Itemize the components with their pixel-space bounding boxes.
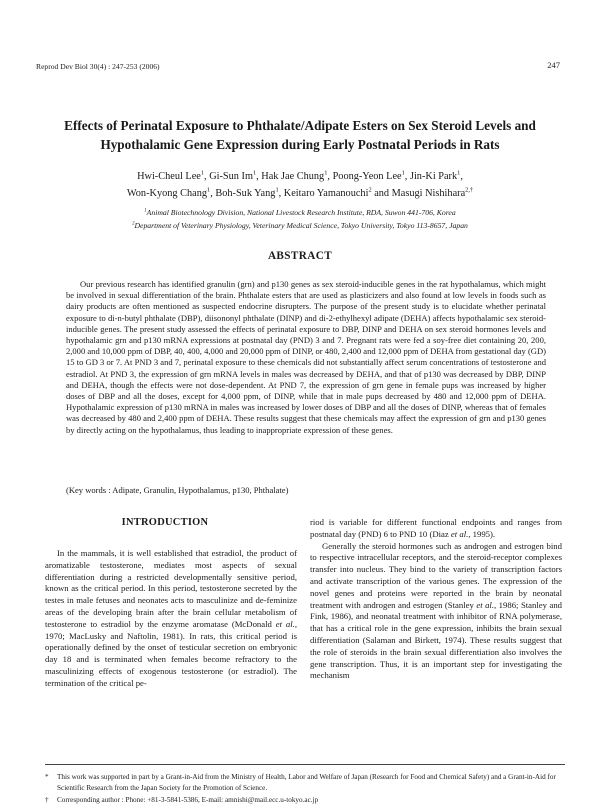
author-separator: , [404,171,410,182]
author-affiliation-mark: 1 [401,169,405,177]
author-affiliation-mark: 1 [324,169,328,177]
column-right [310,517,562,682]
author-affiliation-mark: 1 [457,169,461,177]
footnote-mark: * [45,773,49,781]
italic-etal: et al. [450,528,469,539]
italic-etal: et al. [275,618,295,629]
journal-reference: Reprod Dev Biol 30(4) : 247-253 (2006) [36,62,160,71]
author-affiliation-mark: 2 [368,186,372,194]
text-run: , 1995). [468,528,496,539]
author-affiliation-mark: 1 [200,169,205,177]
author-separator: , [327,171,333,182]
paper-title [40,116,560,154]
author-separator: , [278,188,284,199]
footnote-funding [45,772,565,795]
title-line-1: Effects of Perinatal Exposure to Phthalate/Adipate Esters on Sex Steroid Levels and [64,118,536,133]
author-line-2 [40,185,560,202]
footnote-mark: † [45,795,49,804]
author-conjunction: and [371,188,392,199]
keywords: (Key words : Adipate, Granulin, Hypothalamus, p130, Phthalate) [66,485,289,495]
author-name: Boh-Suk Yang [215,188,276,199]
abstract-body [66,279,546,436]
author-name: Won-Kyong Chang [126,188,207,199]
affiliation-mark: 2 [132,220,135,226]
paragraph [310,517,562,541]
footnote-divider [45,764,565,765]
author-separator: , [460,171,463,182]
author-affiliation-mark: 1 [252,169,257,177]
text-run: , 1986; Stanley and Fink, 1986), and neonatal treatment with inhibitor of RNA polymerase, that has a critical role in the gene expression, inhibits the brain sexual differentiation (Salaman and Birkett, 1974). These results suggest that the role of steroids in the brain sexual differentiation also involves the gene transcription. Thus, it is an important step for investigating the mechanism [310,599,563,681]
author-affiliation-mark: 1 [207,186,211,194]
footnote-text: Corresponding author : Phone: +81-3-5841-5386, E-mail: amnishi@mail.ecc.u-tokyo.ac.jp [57,795,319,804]
author-name: Keitaro Yamanouchi [283,188,369,199]
author-affiliation-mark: 2,† [465,186,474,194]
affiliation-text: Animal Biotechnology Division, National Livestock Research Institute, RDA, Suwon 441-706, Korea [146,208,456,217]
author-separator: , [210,188,216,199]
text-run: riod is variable for different functional endpoints and ranges from postnatal day (PND) 6 to PND 10 (Diaz [310,517,562,539]
introduction-heading: INTRODUCTION [121,517,209,528]
author-name: Hak Jae Chung [261,171,325,182]
author-separator: , [256,171,262,182]
paragraph [310,541,562,683]
affiliation-2 [40,220,560,233]
author-name: Gi-Sun Im [209,171,253,182]
author-list [40,168,560,202]
footnote-corresponding [45,795,565,806]
author-separator: , [204,171,210,182]
paragraph [45,548,297,690]
author-name: Jin-Ki Park [409,171,458,182]
footnotes [45,772,565,806]
affiliation-mark: 1 [144,208,147,214]
author-name: Hwi-Cheul Lee [137,171,201,182]
footnote-text: This work was supported in part by a Grant-in-Aid from the Ministry of Health, Labor and Welfare of Japan (Research for Food and Chemical Safety) and a Grant-in-Aid for Scientific Research from the Japan Society for the Promotion of Science. [57,773,556,793]
author-name: Poong-Yeon Lee [332,171,402,182]
affiliations [40,207,560,232]
title-line-2: Hypothalamic Gene Expression during Early Postnatal Periods in Rats [100,137,500,152]
affiliation-1 [40,207,560,220]
page-number: 247 [547,60,560,70]
author-affiliation-mark: 1 [275,186,279,194]
abstract-text: Our previous research has identified granulin (grn) and p130 genes as sex steroid-inducible genes in the rat hypothalamus, which might be involved in sexual differentiation of the brain. Phthalate esters that are used as plasticizers and also found at low levels in foods such as dairy products are often mentioned as suspected endocrine disrupters. The purpose of the present study is to elucidate whether perinatal exposure to di-n-butyl phthalate (DBP), diisononyl phthalate (DINP) and di-2-ethylhexyl adipate (DEHA) affects hypothalamic sex steroid-inducible genes. The present study assessed the effects of perinatal exposure to DBP, DINP and DEHA on sex steroid hormones levels and hypothalamic grn and p130 mRNA expressions at postnatal day (PND) 3 and 7. Pregnant rats were fed a soy-free diet containing 20, 200, 2,000 and 10,000 ppm of DBP, 40, 400, 4,000 and 20,000 ppm of DINP, or 480, 2,400 and 12,000 ppm of DEHA from gestational day (GD) 15 to GD 3 or 7. At PND 3 and 7, perinatal exposure to these chemicals did not substantially affect serum concentrations of testosterone and estradiol. At PND 3, the expression of grn mRNA levels in males was decreased by DEHA, and that of p130 was decreased by DBP, DINP and DEHA, though the effects were not dose-dependent. At PND 7, the expression of grn gene in female pups was increased by higher doses of DBP and all the doses, except for 4,000 ppm, of DINP, while that in male pups decreased by 480 and 12,000 ppm of DEHA. Hypothalamic expression of p130 mRNA in males was increased by lower doses of DBP and all the doses of DINP, whereas that of females was decreased by 480 and 2,400 ppm of DEHA. These results suggest that these chemicals may affect the expression of grn and p130 genes by directly acting on the hypothalamus, thus leading to inappropriate expression of these genes. [66,279,546,435]
text-run: In the mammals, it is well established that estradiol, the product of aromatizable testosterone, mediates most aspects of sexual differentiation during a restricted developmentally sensitive period, known as the critical period. In this period, testosterone secreted by the testes in male fetuses and neonates acts to masculinize and de-feminize areas of the developing brain after the brain cellular metabolism of testosterone to estradiol by the enzyme aromatase (McDonald [45,548,297,629]
author-name: Masugi Nishihara [391,188,466,199]
italic-etal: et al. [476,599,495,610]
text-run: Generally the steroid hormones such as androgen and estrogen bind to respective intracellular receptors, and the steroid-receptor complexes transfer into nucleus. They bind to the variety of transcription factors and activate transcription of the various genes. The expression of the novel genes and proteins were reported in the brain by neonatal treatment with androgen and estrogen (Stanley [310,540,562,610]
column-left [45,548,297,690]
affiliation-text: Department of Veterinary Physiology, Veterinary Medical Science, Tokyo University, Tokyo 113-8657, Japan [134,220,468,230]
text-run: , 1970; MacLusky and Naftolin, 1981). In rats, this critical period is operationally defined by the onset of testicular secretion on embryonic day 18 and is terminated when females become refractory to the masculinizing effects of exogenous testosterone (or estradiol). The termination of the critical pe- [45,618,297,688]
abstract-heading: ABSTRACT [267,250,333,262]
author-line-1 [40,168,560,185]
